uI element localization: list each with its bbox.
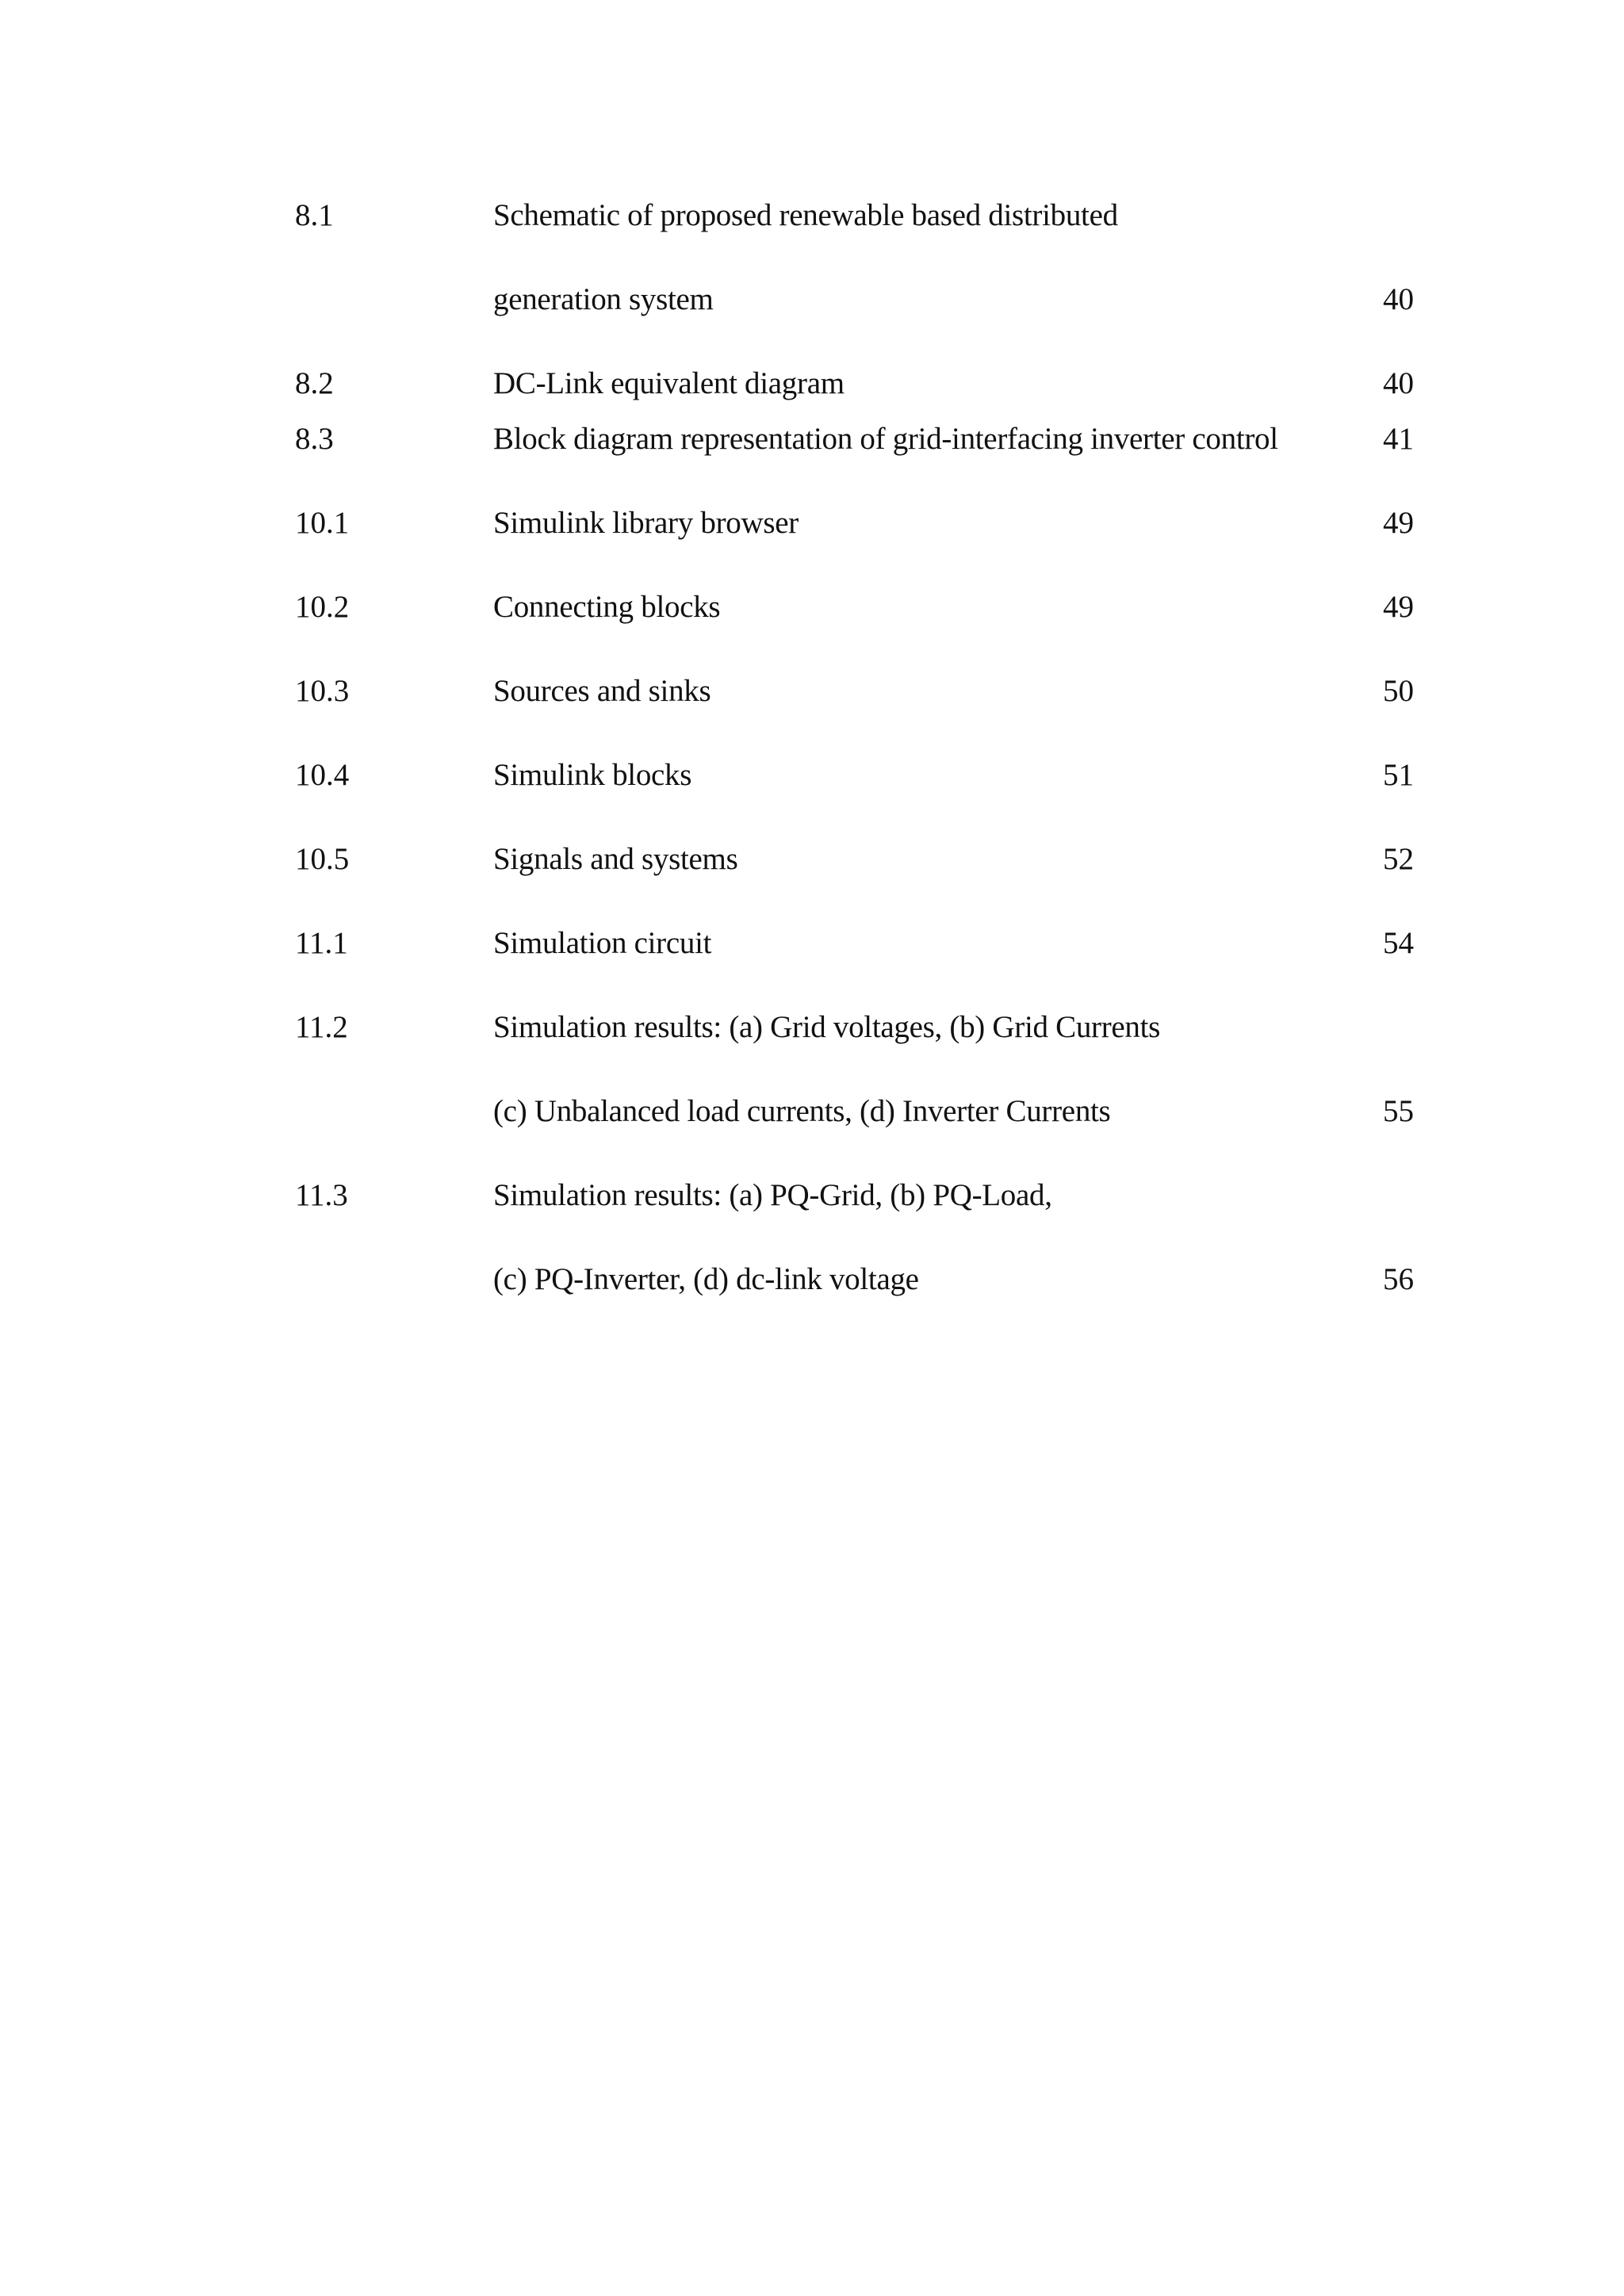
figure-title: Sources and sinks bbox=[493, 674, 711, 708]
figure-number: 11.1 bbox=[295, 926, 348, 960]
figure-title: Signals and systems bbox=[493, 842, 738, 876]
toc-entry-10-5 bbox=[0, 836, 1624, 883]
toc-entry-8-1 bbox=[0, 192, 1624, 239]
figure-number: 11.2 bbox=[295, 1010, 348, 1044]
toc-entry-11-3-continued bbox=[0, 1256, 1624, 1303]
toc-entry-10-4 bbox=[0, 752, 1624, 799]
page-number: 50 bbox=[1383, 674, 1414, 708]
figure-title: Simulation results: (a) Grid voltages, (b) Grid Currents bbox=[493, 1010, 1161, 1044]
toc-entry-11-3 bbox=[0, 1172, 1624, 1219]
page-number: 51 bbox=[1383, 758, 1414, 792]
figure-title-continued: (c) PQ-Inverter, (d) dc-link voltage bbox=[493, 1262, 919, 1296]
toc-entry-10-1 bbox=[0, 499, 1624, 547]
figure-number: 8.3 bbox=[295, 422, 334, 456]
figure-title-continued: (c) Unbalanced load currents, (d) Inverter Currents bbox=[493, 1094, 1111, 1128]
toc-entry-8-2 bbox=[0, 360, 1624, 408]
toc-entry-8-3 bbox=[0, 415, 1624, 463]
toc-entry-11-2 bbox=[0, 1004, 1624, 1051]
figure-title: Simulink library browser bbox=[493, 506, 799, 540]
figure-number: 10.4 bbox=[295, 758, 350, 792]
toc-entry-11-2-continued bbox=[0, 1088, 1624, 1135]
figure-title: DC-Link equivalent diagram bbox=[493, 366, 845, 400]
page-number: 56 bbox=[1383, 1262, 1414, 1296]
figure-number: 8.1 bbox=[295, 198, 334, 232]
page-number: 54 bbox=[1383, 926, 1414, 960]
figure-title: Schematic of proposed renewable based distributed bbox=[493, 198, 1118, 232]
toc-entry-10-3 bbox=[0, 668, 1624, 715]
figure-title: Simulink blocks bbox=[493, 758, 692, 792]
figure-title: Connecting blocks bbox=[493, 590, 721, 624]
figure-number: 10.2 bbox=[295, 590, 350, 624]
figure-title: Simulation results: (a) PQ-Grid, (b) PQ-Load, bbox=[493, 1178, 1052, 1212]
figure-number: 8.2 bbox=[295, 366, 334, 400]
toc-entry-10-2 bbox=[0, 584, 1624, 631]
figure-number: 10.3 bbox=[295, 674, 350, 708]
figure-number: 10.5 bbox=[295, 842, 350, 876]
page-number: 55 bbox=[1383, 1094, 1414, 1128]
page-number: 41 bbox=[1383, 422, 1414, 456]
figure-title: Block diagram representation of grid-interfacing inverter control bbox=[493, 422, 1278, 456]
figure-title: Simulation circuit bbox=[493, 926, 712, 960]
figure-number: 10.1 bbox=[295, 506, 350, 540]
page-number: 40 bbox=[1383, 366, 1414, 400]
figure-title-continued: generation system bbox=[493, 282, 714, 316]
page-number: 52 bbox=[1383, 842, 1414, 876]
page-number: 40 bbox=[1383, 282, 1414, 316]
toc-entry-11-1 bbox=[0, 920, 1624, 967]
figure-number: 11.3 bbox=[295, 1178, 348, 1212]
page-number: 49 bbox=[1383, 590, 1414, 624]
toc-entry-8-1-continued bbox=[0, 276, 1624, 323]
page-number: 49 bbox=[1383, 506, 1414, 540]
